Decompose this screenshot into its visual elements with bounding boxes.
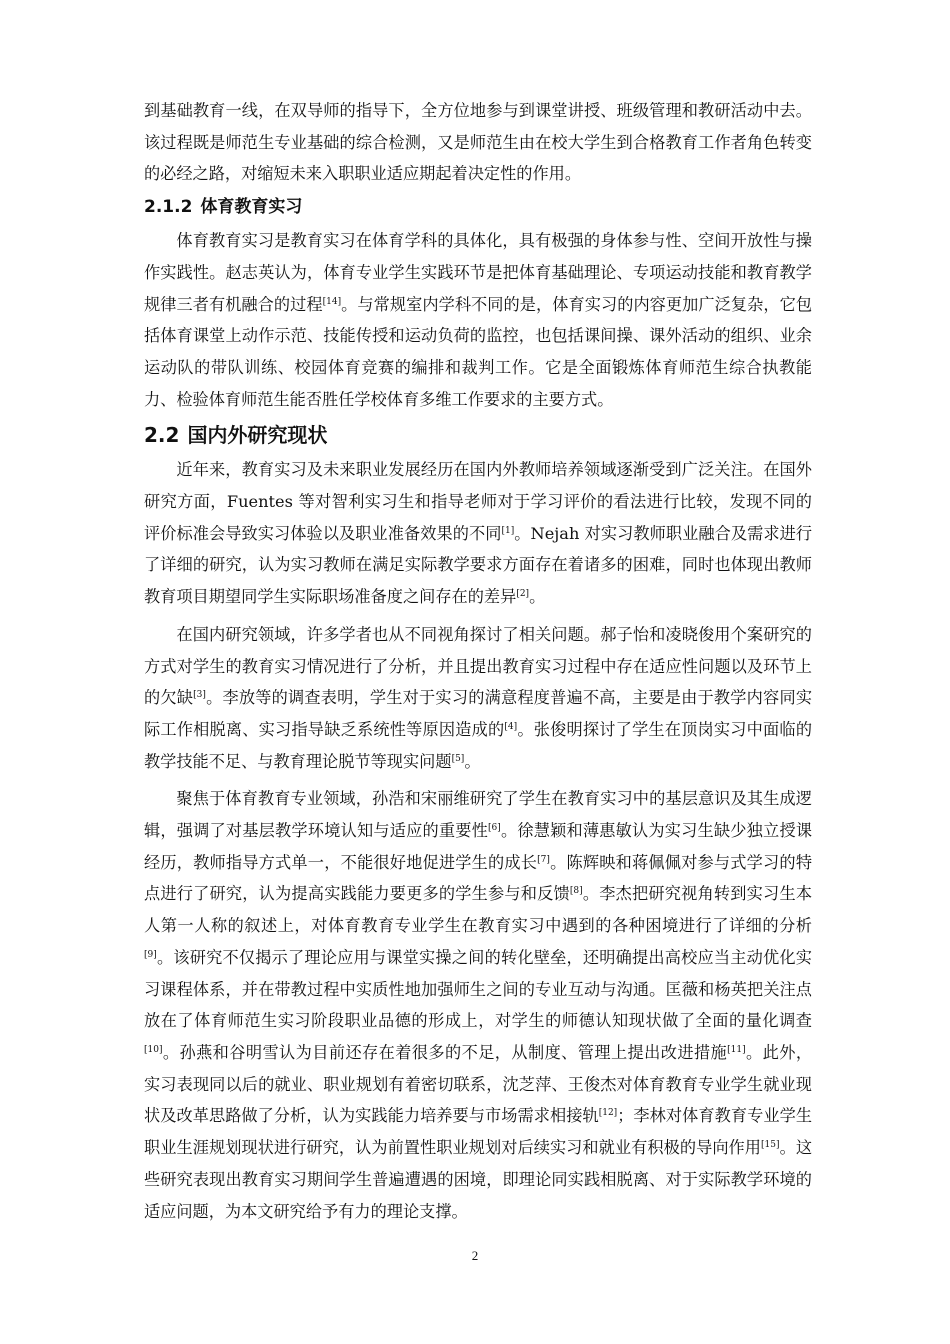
text-run: 体育教育实习是教育实习在体育学科的具体化，具有极强的身体参与性、空间开放性与操作实践性。赵志英认为，体育专业学生实践环节是把体育基础理论、专项运动技能和教育教学规律三者有机融合的过程 bbox=[144, 231, 812, 314]
content-column bbox=[144, 95, 812, 1227]
citation: [14] bbox=[322, 296, 342, 307]
paragraph-international-research bbox=[144, 454, 812, 613]
text-run: 。李放等的调查表明，学生对于实习的满意程度普遍不高，主要是由于教学内容同实际工作相脱离、实习指导缺乏系统性等原因造成的 bbox=[144, 688, 813, 739]
text-run: 。与常规室内学科不同的是，体育实习的内容更加广泛复杂，它包括体育课堂上动作示范、技能传授和运动负荷的监控，也包括课间操、课外活动的组织、业余运动队的带队训练、校园体育竞赛的编排和裁判工作。它是全面锻炼体育师范生综合执教能力、检验体育师范生能否胜任学校体育多维工作要求的主要方式。 bbox=[144, 294, 813, 409]
text-run: ；李林对体育教育专业学生职业生涯规划现状进行研究，认为前置性职业规划对后续实习和就业有积极的导向作用 bbox=[144, 1106, 813, 1158]
page-number: 2 bbox=[471, 1248, 479, 1263]
citation: [1] bbox=[501, 525, 515, 536]
citation: [12] bbox=[598, 1108, 618, 1119]
paragraph-pe-practice bbox=[144, 225, 812, 415]
text-run: 。徐慧颖和薄惠敏认为实习生缺少独立授课经历，教师指导方式单一，不能很好地促进学生的成长 bbox=[144, 821, 813, 872]
text-run: 。Nejah 对实习教师职业融合及需求进行了详细的研究，认为实习教师在满足实际教学要求方面存在着诸多的困难，同时也体现出教师教育项目期望同学生实际职场准备度之间存在的差异 bbox=[144, 523, 813, 607]
paragraph-domestic-research bbox=[144, 619, 812, 778]
citation: [10] bbox=[144, 1044, 163, 1055]
text-run: 。 bbox=[529, 587, 546, 607]
text-run: 聚焦于体育教育专业领域，孙浩和宋丽维研究了学生在教育实习中的基层意识及其生成逻辑，强调了对基层教学环境认知与适应的重要性 bbox=[144, 789, 812, 841]
citation: [11] bbox=[727, 1044, 746, 1055]
paragraph-intro bbox=[144, 95, 812, 190]
citation: [4] bbox=[504, 721, 518, 732]
citation: [6] bbox=[488, 823, 501, 834]
text-run: 。 bbox=[464, 751, 481, 771]
text-run: 。这些研究表现出教育实习期间学生普遍遭遇的困境，即理论同实践相脱离、对于实际教学环境的适应问题，为本文研究给予有力的理论支撑。 bbox=[144, 1138, 813, 1221]
citation: [7] bbox=[537, 854, 550, 865]
paragraph-pe-focus bbox=[144, 783, 812, 1227]
citation: [8] bbox=[569, 886, 583, 897]
section-number: 2.2 bbox=[144, 423, 180, 448]
subsection-heading bbox=[144, 192, 812, 222]
citation: [5] bbox=[451, 753, 465, 764]
citation: [3] bbox=[193, 690, 206, 701]
paragraph-text: 到基础教育一线，在双导师的指导下，全方位地参与到课堂讲授、班级管理和教研活动中去。该过程既是师范生专业基础的综合检测，又是师范生由在校大学生到合格教育工作者角色转变的必经之路，对缩短未来入职职业适应期起着决定性的作用。 bbox=[144, 101, 812, 184]
citation: [2] bbox=[516, 589, 530, 600]
section-heading bbox=[144, 418, 812, 452]
text-run: 。孙燕和谷明雪认为目前还存在着很多的不足，从制度、管理上提出改进措施 bbox=[162, 1042, 728, 1062]
text-run: 。此外，实习表现同以后的就业、职业规划有着密切联系，沈芝萍、王俊杰对体育教育专业学生就业现状及改革思路做了分析，认为实践能力培养要与市场需求相接轨 bbox=[144, 1042, 813, 1126]
text-run: 。陈辉映和蒋佩佩对参与式学习的特点进行了研究，认为提高实践能力要更多的学生参与和反馈 bbox=[144, 852, 813, 904]
citation: [9] bbox=[144, 949, 157, 960]
citation: [15] bbox=[761, 1140, 780, 1151]
text-run: 。该研究不仅揭示了理论应用与课堂实操之间的转化壁垒，还明确提出高校应当主动优化实习课程体系，并在带教过程中实质性地加强师生之间的专业互动与沟通。匡薇和杨英把关注点放在了体育师范生实习阶段职业品德的形成上，对学生的师德认知现状做了全面的量化调查 bbox=[144, 947, 812, 1031]
text-run: 。李杰把研究视角转到实习生本人第一人称的叙述上，对体育教育专业学生在教育实习中遇到的各种困境进行了详细的分析 bbox=[144, 884, 813, 936]
subsection-title: 体育教育实习 bbox=[200, 197, 303, 218]
section-title: 国内外研究现状 bbox=[187, 423, 328, 448]
text-run: 。张俊明探讨了学生在顶岗实习中面临的教学技能不足、与教育理论脱节等现实问题 bbox=[144, 719, 813, 771]
text-run: 在国内研究领域，许多学者也从不同视角探讨了相关问题。郝子怡和凌晓俊用个案研究的方式对学生的教育实习情况进行了分析，并且提出教育实习过程中存在适应性问题以及环节上的欠缺 bbox=[144, 624, 812, 708]
subsection-number: 2.1.2 bbox=[144, 197, 193, 218]
text-run: 近年来，教育实习及未来职业发展经历在国内外教师培养领域逐渐受到广泛关注。在国外研究方面，Fuentes 等对智利实习生和指导老师对于学习评价的看法进行比较，发现不同的评价标准会导致实习体验以及职业准备效果的不同 bbox=[144, 460, 812, 543]
